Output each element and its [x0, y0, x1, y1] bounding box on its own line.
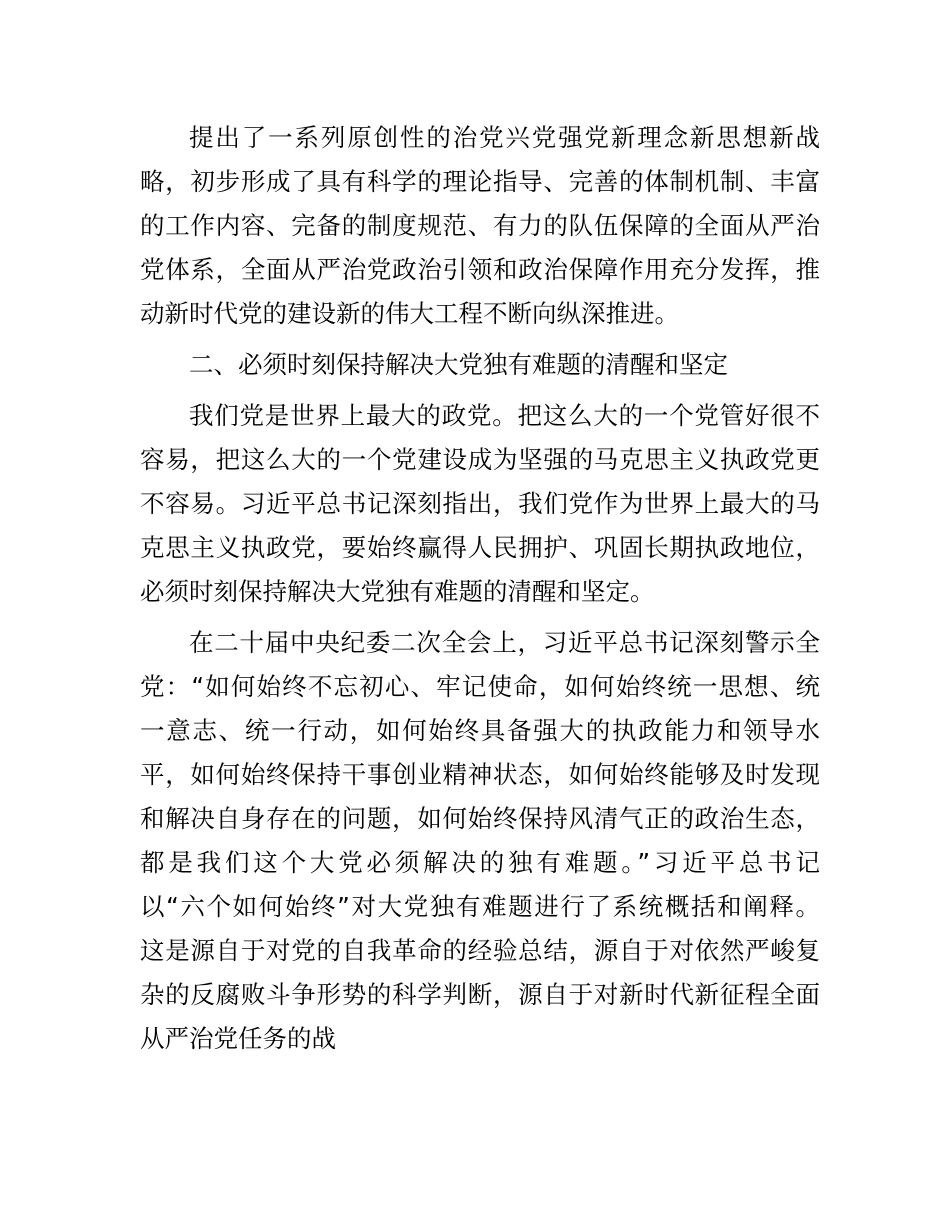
paragraph-2-line-3: 不容易。习近平总书记深刻指出，我们党作为世界上最大的马	[140, 489, 820, 518]
paragraph-3-line-5: 和解决自身存在的问题，如何始终保持风清气正的政治生态，	[140, 804, 820, 833]
paragraph-2-line-1: 我们党是世界上最大的政党。把这么大的一个党管好很不	[189, 401, 820, 430]
paragraph-3-line-4: 平，如何始终保持干事创业精神状态，如何始终能够及时发现	[140, 760, 820, 789]
paragraph-3-line-9: 杂的反腐败斗争形势的科学判断，源自于对新时代新征程全面	[140, 980, 820, 1009]
paragraph-1-line-4: 党体系，全面从严治党政治引领和政治保障作用充分发挥，推	[140, 255, 820, 284]
paragraph-3-line-8: 这是源自于对党的自我革命的经验总结，源自于对依然严峻复	[140, 936, 820, 965]
paragraph-3-line-3: 一意志、统一行动，如何始终具备强大的执政能力和领导水	[140, 716, 820, 745]
paragraph-1-line-5: 动新时代党的建设新的伟大工程不断向纵深推进。	[140, 299, 679, 328]
paragraph-3-line-7: 以“六个如何始终”对大党独有难题进行了系统概括和阐释。	[140, 892, 820, 921]
section-heading: 二、必须时刻保持解决大党独有难题的清醒和坚定	[189, 350, 728, 379]
paragraph-1-line-2: 略，初步形成了具有科学的理论指导、完善的体制机制、丰富	[140, 167, 820, 196]
paragraph-1-line-3: 的工作内容、完备的制度规范、有力的队伍保障的全面从严治	[140, 211, 820, 240]
paragraph-3-line-6: 都是我们这个大党必须解决的独有难题。”习近平总书记	[140, 848, 820, 877]
paragraph-2-line-5: 必须时刻保持解决大党独有难题的清醒和坚定。	[140, 577, 655, 606]
paragraph-3-line-10: 从严治党任务的战	[140, 1024, 336, 1053]
paragraph-2-line-2: 容易，把这么大的一个党建设成为坚强的马克思主义执政党更	[140, 445, 820, 474]
paragraph-2-line-4: 克思主义执政党，要始终赢得人民拥护、巩固长期执政地位，	[140, 533, 820, 562]
paragraph-3-line-1: 在二十届中央纪委二次全会上，习近平总书记深刻警示全	[189, 628, 820, 657]
paragraph-3-line-2: 党：“如何始终不忘初心、牢记使命，如何始终统一思想、统	[140, 672, 820, 701]
paragraph-1-line-1: 提出了一系列原创性的治党兴党强党新理念新思想新战	[189, 123, 820, 152]
